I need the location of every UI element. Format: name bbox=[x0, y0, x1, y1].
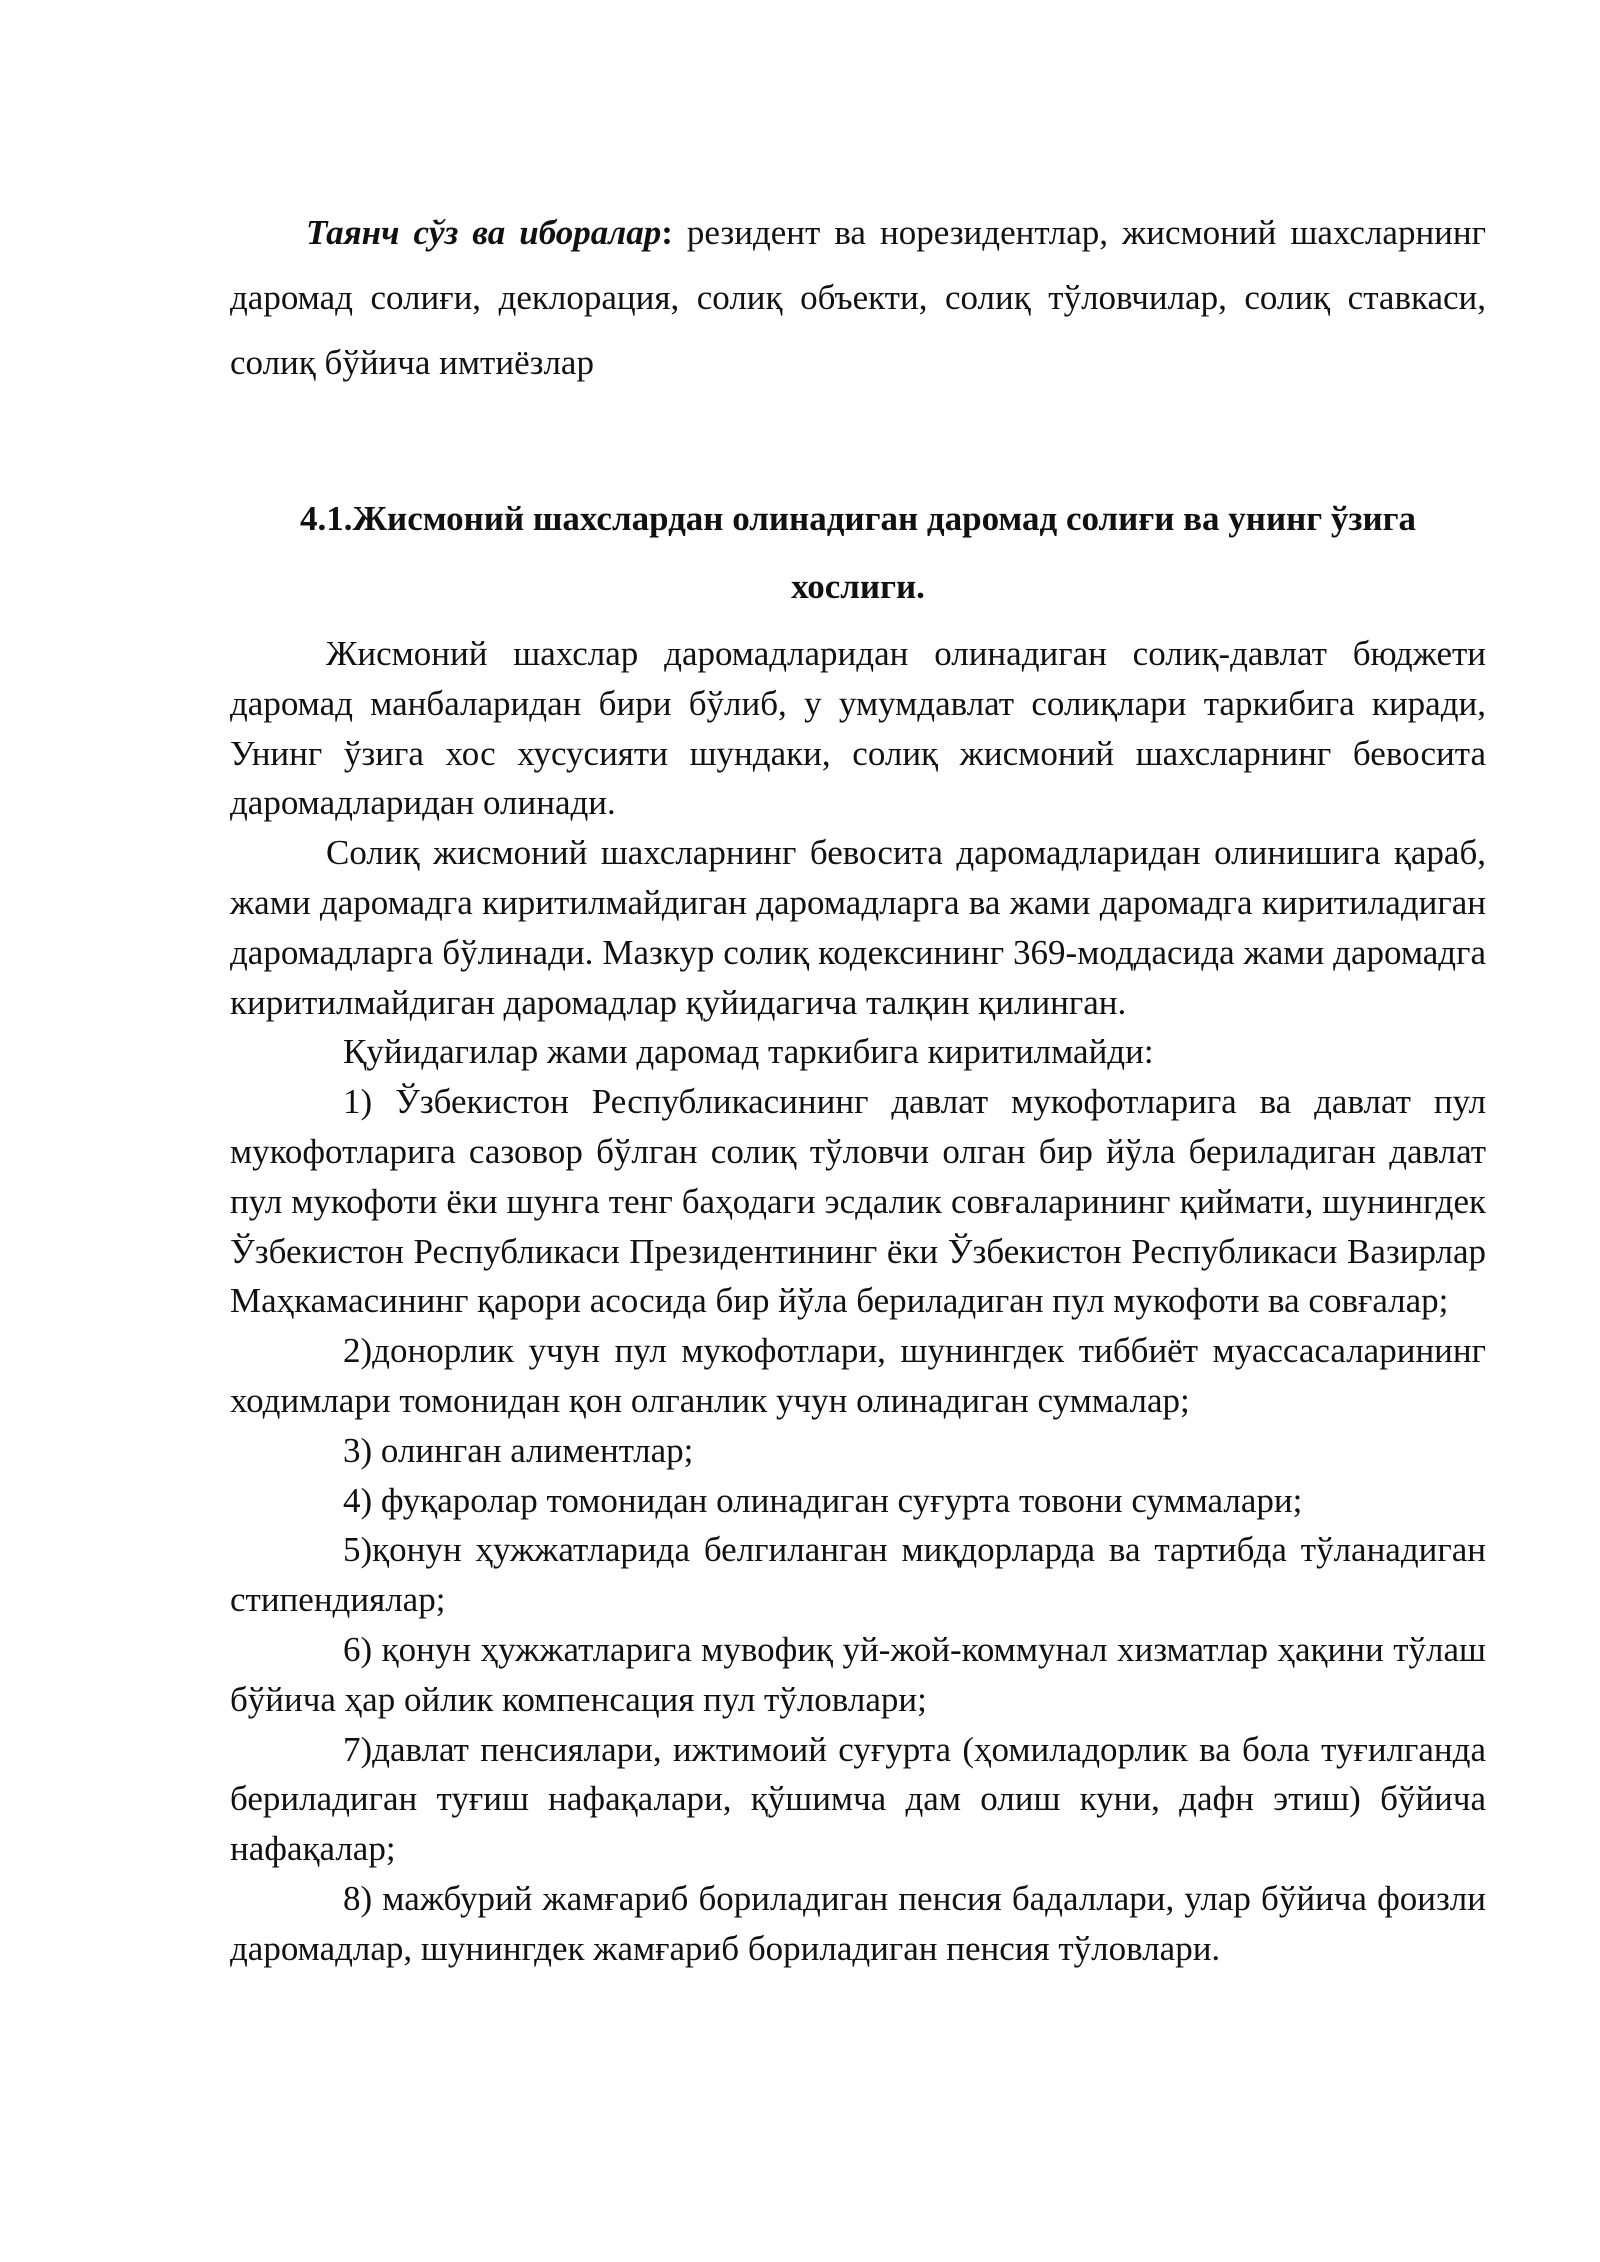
list-item: 8) мажбурий жамғариб бориладиган пенсия бадаллари, улар бўйича фоизли даромадлар, шунингдек жамғариб бориладиган пенсия тўловлари. bbox=[230, 1878, 1486, 1968]
keywords-paragraph bbox=[230, 200, 1486, 395]
section-heading-line-1: 4.1.Жисмоний шахслардан олинадиган даромад солиғи ва унинг ўзига bbox=[299, 499, 1417, 538]
body-paragraph: Жисмоний шахслар даромадларидан олинадиган солиқ-давлат бюджети даромад манбаларидан бири бўлиб, у умумдавлат солиқлари таркибига киради, Унинг ўзига хос хусусияти шундаки, солиқ жисмоний шахсларнинг бевосита даромадларидан олинади. bbox=[230, 634, 1486, 823]
list-item: 3) олинган алиментлар; bbox=[343, 1430, 694, 1470]
keywords-label: Таянч сўз ва иборалар bbox=[306, 213, 662, 252]
list-item: 2)донорлик учун пул мукофотлари, шунингдек тиббиёт муассасаларининг ходимлари томонидан қон олганлик учун олинадиган суммалар; bbox=[230, 1331, 1486, 1420]
keywords-colon: : bbox=[661, 213, 673, 252]
list-item: 6) қонун ҳужжатларига мувофиқ уй-жой-коммунал хизматлар ҳақини тўлаш бўйича ҳар ойлик компенсация пул тўловлари; bbox=[230, 1629, 1486, 1719]
section-heading-line-2: хослиги. bbox=[791, 567, 925, 606]
list-item: 4) фуқаролар томонидан олинадиган суғурта товони суммалари; bbox=[343, 1480, 1303, 1520]
list-item: 5)қонун ҳужжатларида белгиланган миқдорларда ва тартибда тўланадиган стипендиялар; bbox=[230, 1530, 1486, 1620]
list-item: 1) Ўзбекистон Республикасининг давлат мукофотларига ва давлат пул мукофотларига сазовор бўлган солиқ тўловчи олган бир йўла бериладиган давлат пул мукофоти ёки шунга тенг баҳодаги эсдалик совғаларининг қиймати, шунингдек Ўзбекистон Республикаси Президентининг ёки Ўзбекистон Республикаси Вазирлар Маҳкамасининг қарори асосида бир йўла бериладиган пул мукофоти ва совғалар; bbox=[230, 1082, 1486, 1321]
page-content bbox=[230, 200, 1486, 1974]
section-heading bbox=[230, 485, 1486, 621]
keywords-text: резидент ва норезидентлар, жисмоний шахсларнинг даромад солиғи, деклорация, солиқ объекти, солиқ тўловчилар, солиқ ставкаси, солиқ бўйича имтиёзлар bbox=[230, 213, 1486, 382]
list-intro: Қуйидагилар жами даромад таркибига киритилмайди: bbox=[343, 1032, 1154, 1072]
body-paragraph: Солиқ жисмоний шахсларнинг бевосита даромадларидан олинишига қараб, жами даромадга киритилмайдиган даромадларга ва жами даромадга киритиладиган даромадларга бўлинади. Мазкур солиқ кодексининг 369-моддасида жами даромадга киритилмайдиган даромадлар қуйидагича талқин қилинган. bbox=[230, 833, 1486, 1022]
list-item: 7)давлат пенсиялари, ижтимоий суғурта (ҳомиладорлик ва бола туғилганда бериладиган туғиш нафақалари, қўшимча дам олиш куни, дафн этиш) бўйича нафақалар; bbox=[230, 1729, 1486, 1869]
body-text bbox=[230, 629, 1486, 1974]
